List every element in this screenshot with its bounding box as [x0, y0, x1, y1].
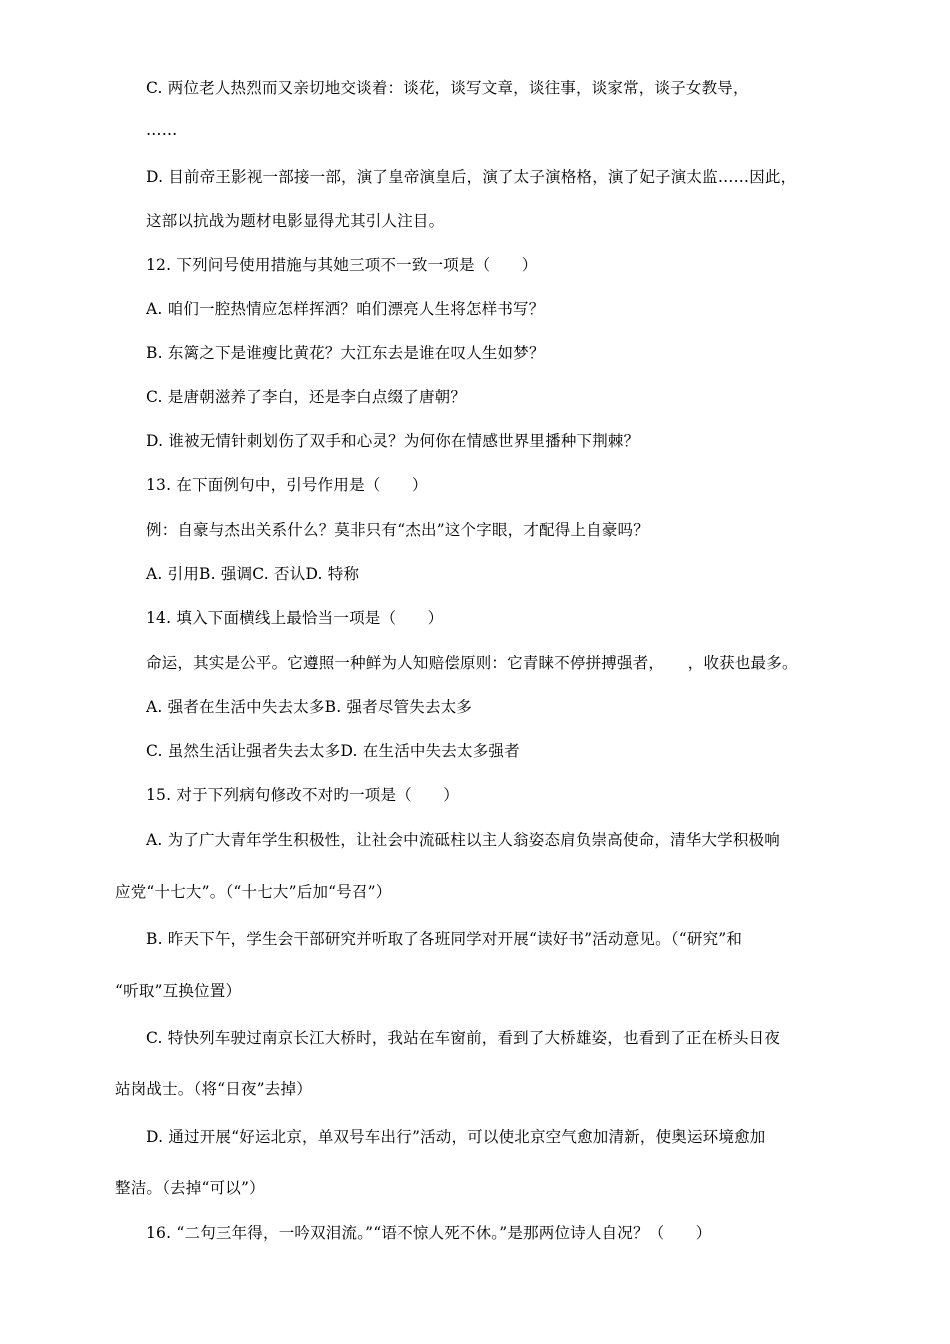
q12-option-b: B. 东篱之下是谁瘦比黄花？大江东去是谁在叹人生如梦？ — [146, 344, 545, 362]
q15-option-d: D. 通过开展“好运北京，单双号车出行”活动，可以使北京空气愈加清新，使奥运环境愈加 — [146, 1128, 766, 1146]
q12-option-d: D. 谁被无情针刺划伤了双手和心灵？为何你在情感世界里播种下荆棘？ — [146, 432, 640, 450]
q14-stem: 14. 填入下面横线上最恰当一项是（ ） — [146, 609, 444, 627]
q11-option-d: D. 目前帝王影视一部接一部，演了皇帝演皇后，演了太子演格格，演了妃子演太监……因此， — [146, 168, 797, 186]
q13-stem: 13. 在下面例句中，引号作用是（ ） — [146, 476, 428, 494]
q12-option-c: C. 是唐朝滋养了李白，还是李白点缀了唐朝？ — [146, 388, 467, 406]
q15-stem: 15. 对于下列病句修改不对旳一项是（ ） — [146, 786, 459, 804]
q16-stem: 16. “二句三年得，一吟双泪流。”“语不惊人死不休。”是那两位诗人自况？（ ） — [146, 1224, 712, 1242]
q15-option-a: A. 为了广大青年学生积极性，让社会中流砥柱以主人翁姿态肩负崇高使命，清华大学积极响 — [146, 831, 780, 849]
q13-options: A. 引用B. 强调C. 否认D. 特称 — [146, 565, 360, 583]
q15-option-c: C. 特快列车驶过南京长江大桥时，我站在车窗前，看到了大桥雄姿，也看到了正在桥头日夜 — [146, 1029, 781, 1047]
q15-option-c-cont: 站岗战士。（将“日夜”去掉） — [115, 1080, 312, 1098]
q12-option-a: A. 咱们一腔热情应怎样挥洒？咱们漂亮人生将怎样书写？ — [146, 300, 545, 318]
q14-options-cd: C. 虽然生活让强者失去太多D. 在生活中失去太多强者 — [146, 742, 520, 760]
q15-option-d-cont: 整洁。（去掉“可以”） — [115, 1179, 265, 1197]
q13-example: 例：自豪与杰出关系什么？莫非只有“杰出”这个字眼，才配得上自豪吗？ — [146, 521, 649, 539]
q14-options-ab: A. 强者在生活中失去太多B. 强者尽管失去太多 — [146, 698, 473, 716]
q15-option-a-cont: 应党“十七大”。（“十七大”后加“号召”） — [115, 883, 392, 901]
q11-option-c-ellipsis: …… — [146, 121, 178, 139]
q11-option-d-cont: 这部以抗战为题材电影显得尤其引人注目。 — [146, 212, 445, 230]
q12-stem: 12. 下列问号使用措施与其她三项不一致一项是（ ） — [146, 256, 538, 274]
q11-option-c: C. 两位老人热烈而又亲切地交谈着：谈花，谈写文章，谈往事，谈家常，谈子女教导， — [146, 79, 749, 97]
q14-sentence: 命运，其实是公平。它遵照一种鲜为人知赔偿原则：它青睐不停拼搏强者， ，收获也最多。 — [146, 654, 798, 672]
q15-option-b-cont: “听取”互换位置） — [115, 982, 242, 1000]
q15-option-b: B. 昨天下午，学生会干部研究并听取了各班同学对开展“读好书”活动意见。（“研究”和 — [146, 930, 743, 948]
